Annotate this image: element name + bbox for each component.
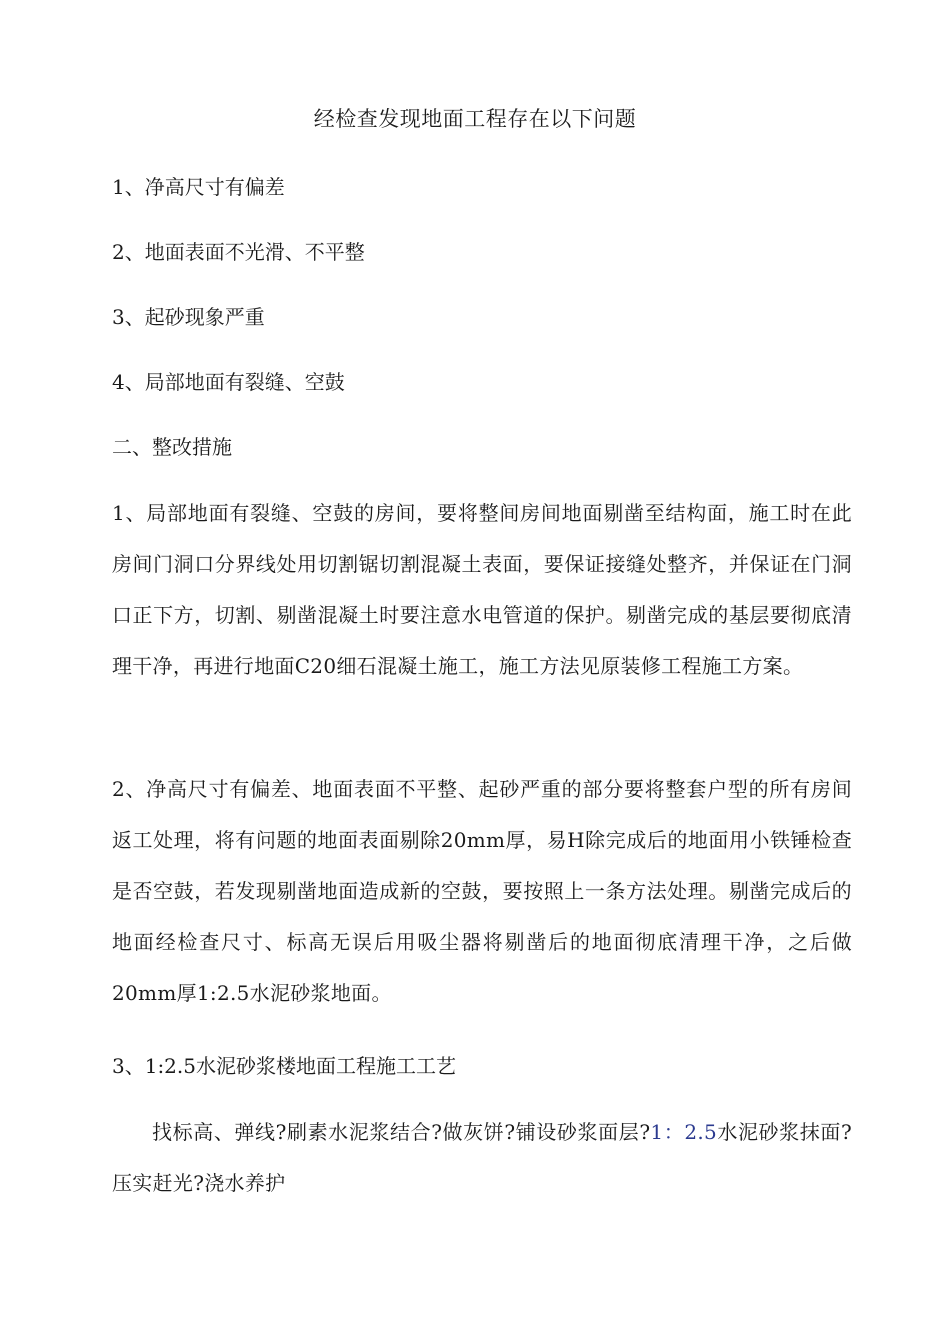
issue-item-4: 4、局部地面有裂缝、空鼓 <box>112 370 345 394</box>
issue-item-2: 2、地面表面不光滑、不平整 <box>112 240 365 264</box>
section-heading-rectification: 二、整改措施 <box>112 435 232 459</box>
measure-paragraph-2: 2、净高尺寸有偏差、地面表面不平整、起砂严重的部分要将整套户型的所有房间返工处理，将有问题的地面表面剔除20mm厚，易H除完成后的地面用小铁锤检查是否空鼓，若发现剔凿地面造成新的空鼓，要按照上一条方法处理。剔凿完成后的地面经检查尺寸、标高无误后用吸尘器将剔凿后的地面彻底清理干净，之后做20mm厚1:2.5水泥砂浆地面。 <box>112 777 852 1005</box>
process-ratio: 1：2.5 <box>650 1120 718 1144</box>
process-text-part1: 找标高、弹线?刷素水泥浆结合?做灰饼?铺设砂浆面层? <box>152 1120 651 1144</box>
measure-paragraph-1: 1、局部地面有裂缝、空鼓的房间，要将整间房间地面剔凿至结构面，施工时在此房间门洞口分界线处用切割锯切割混凝土表面，要保证接缝处整齐，并保证在门洞口正下方，切割、剔凿混凝土时要注意水电管道的保护。剔凿完成的基层要彻底清理干净，再进行地面C20细石混凝土施工，施工方法见原装修工程施工方案。 <box>112 501 852 678</box>
issue-item-1: 1、净高尺寸有偏差 <box>112 175 285 199</box>
process-text-part2: 水泥砂浆抹面?压实赶光?浇水养护 <box>112 1120 853 1195</box>
page-title: 经检查发现地面工程存在以下问题 <box>313 107 637 131</box>
issue-item-3: 3、起砂现象严重 <box>112 305 265 329</box>
process-paragraph <box>112 1107 852 1209</box>
process-heading: 3、1:2.5水泥砂浆楼地面工程施工工艺 <box>112 1054 456 1078</box>
